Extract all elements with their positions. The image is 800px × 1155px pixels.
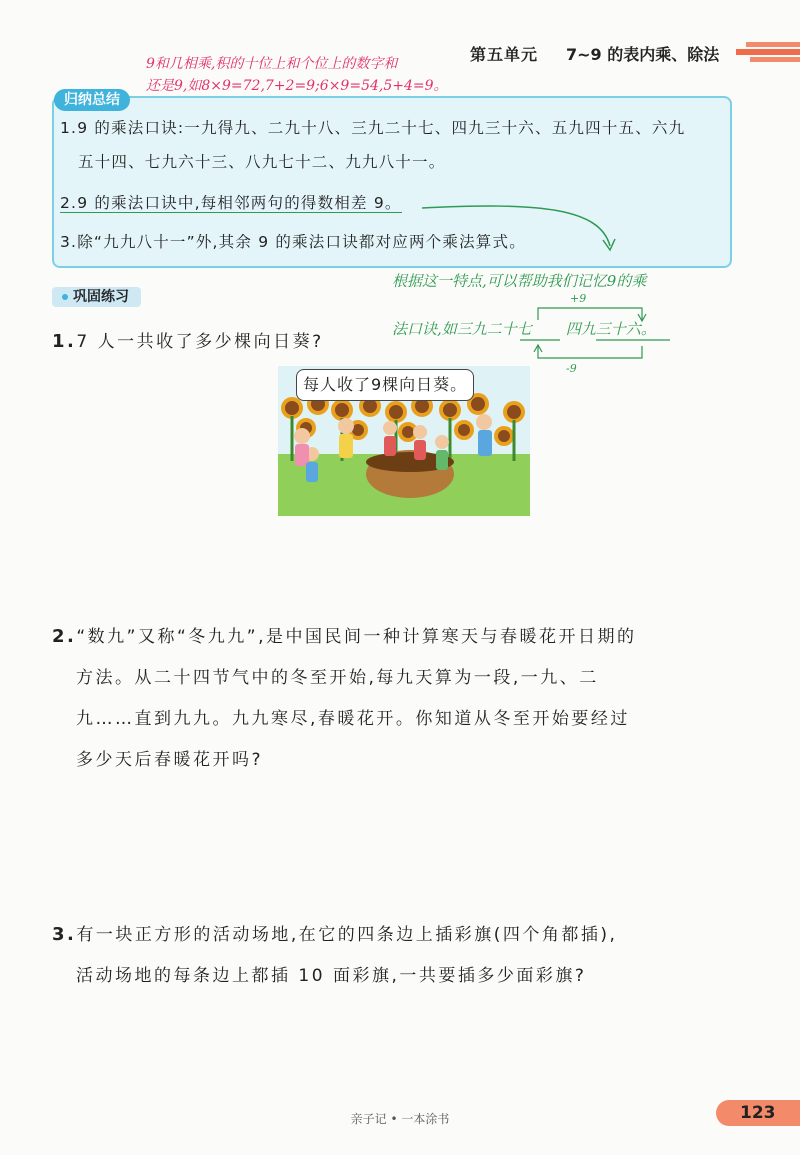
practice-label-text: 巩固练习 xyxy=(73,289,129,305)
question-3-line1 xyxy=(52,920,617,945)
question-2-line3: 九……直到九九。九九寒尽,春暖花开。你知道从冬至开始要经过 xyxy=(76,709,630,729)
green-example-1: 三九二十七 xyxy=(456,320,532,338)
plus-minus-bracket-arrows xyxy=(520,302,670,372)
unit-title: 第五单元 xyxy=(470,45,539,64)
footer-text: 亲子记 • 一本涂书 xyxy=(350,1112,450,1126)
green-line2-prefix: 法口诀,如 xyxy=(392,320,457,338)
page-number: 123 xyxy=(740,1103,776,1123)
handwritten-note-green-line1: 根据这一特点,可以帮助我们记忆9的乘 xyxy=(392,272,647,290)
question-1-number: 1. xyxy=(52,331,77,352)
handwritten-note-red-line2: 还是9,如8×9=72,7+2=9;6×9=54,5+4=9。 xyxy=(146,78,448,94)
header-stripe-decoration xyxy=(736,40,800,64)
summary-item-2-text: 2.9 的乘法口诀中,每相邻两句的得数相差 9。 xyxy=(60,194,402,212)
summary-item-2 xyxy=(60,191,402,213)
speech-bubble: 每人收了9棵向日葵。 xyxy=(296,369,474,401)
green-end: 。 xyxy=(640,320,656,338)
question-2-number: 2. xyxy=(52,626,77,647)
handwritten-arrow xyxy=(420,198,620,258)
green-example-2: 四九三十六 xyxy=(565,320,641,338)
handwritten-note-red-line1: 9和几相乘,积的十位上和个位上的数字和 xyxy=(146,56,398,72)
topic-title: 7~9 的表内乘、除法 xyxy=(566,45,720,64)
dot-icon xyxy=(62,294,68,300)
summary-item-3: 3.除“九九八十一”外,其余 9 的乘法口诀都对应两个乘法算式。 xyxy=(60,233,526,251)
question-2-line1 xyxy=(52,622,637,647)
question-1 xyxy=(52,327,324,352)
question-2-text-line1: “数九”又称“冬九九”,是中国民间一种计算寒天与春暖花开日期的 xyxy=(76,627,637,647)
question-3-line2: 活动场地的每条边上都插 10 面彩旗,一共要插多少面彩旗? xyxy=(76,966,587,986)
summary-badge: 归纳总结 xyxy=(54,89,130,111)
summary-item-1: 1.9 的乘法口诀:一九得九、二九十八、三九二十七、四九三十六、五九四十五、六九 xyxy=(60,119,686,137)
question-1-text: 7 人一共收了多少棵向日葵? xyxy=(76,332,324,352)
question-2-line2: 方法。从二十四节气中的冬至开始,每九天算为一段,一九、二 xyxy=(76,668,599,688)
question-2-line4: 多少天后春暖花开吗? xyxy=(76,750,264,770)
minus-nine-label: -9 xyxy=(566,362,577,375)
practice-label xyxy=(52,287,141,307)
plus-nine-label: +9 xyxy=(570,292,587,305)
summary-item-1-continued: 五十四、七九六十三、八九七十二、九九八十一。 xyxy=(78,153,446,171)
question-3-text-line1: 有一块正方形的活动场地,在它的四条边上插彩旗(四个角都插), xyxy=(76,925,618,945)
question-3-number: 3. xyxy=(52,924,77,945)
